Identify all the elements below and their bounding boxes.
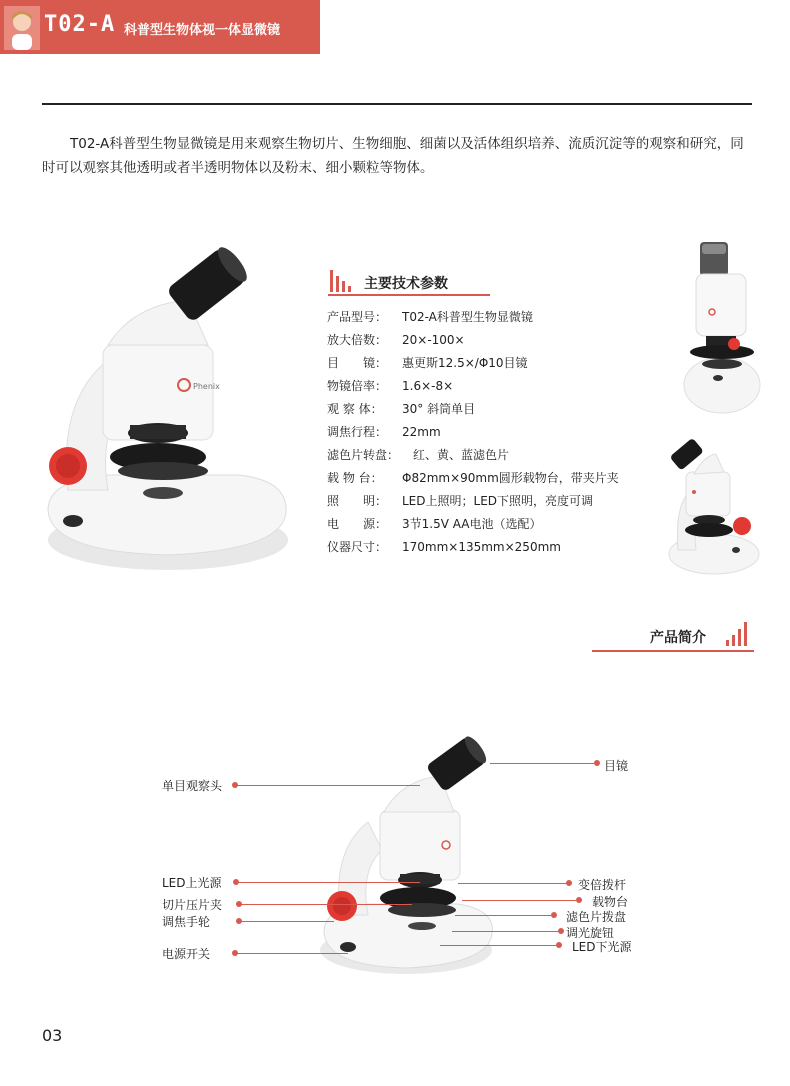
callout-leader	[240, 904, 412, 905]
spec-value: 3节1.5V AA电池（选配）	[402, 517, 542, 531]
spec-value: T02-A科普型生物显微镜	[402, 310, 533, 324]
callout-leader	[236, 785, 420, 786]
callout-leader	[455, 915, 551, 916]
spec-value: 惠更斯12.5×/Φ10目镜	[402, 356, 528, 370]
header-bar	[0, 0, 320, 54]
microscope-annotated-image	[318, 740, 498, 980]
specs-underline	[328, 294, 490, 296]
specs-title: 主要技术参数	[364, 276, 448, 292]
product-intro-heading	[592, 620, 754, 652]
spec-value: 30° 斜筒单目	[402, 402, 476, 416]
callout-dot	[551, 912, 557, 918]
spec-label: 目 镜：	[327, 356, 388, 370]
callout-leader	[452, 931, 558, 932]
callout-leader	[462, 900, 576, 901]
page-number: 03	[42, 1026, 63, 1045]
spec-value: 1.6×-8×	[402, 379, 454, 393]
callout-leader	[237, 882, 420, 883]
product-intro-title: 产品简介	[650, 630, 706, 646]
microscope-main-image	[38, 250, 288, 570]
spec-label: 放大倍数：	[327, 333, 388, 347]
product-intro-underline	[592, 650, 754, 652]
callout-dot	[556, 942, 562, 948]
callout-focus-knob: 调焦手轮	[162, 915, 211, 929]
header-model: T02-A	[44, 12, 116, 37]
bar-steps-icon	[724, 620, 752, 648]
spec-label: 载 物 台：	[327, 471, 383, 485]
child-avatar-icon	[4, 6, 40, 50]
callout-led-top: LED上光源	[162, 876, 222, 890]
specs-heading	[328, 266, 490, 296]
callout-leader	[458, 883, 566, 884]
spec-value: 20×-100×	[402, 333, 465, 347]
callout-leader	[236, 953, 348, 954]
spec-label: 照 明：	[327, 494, 388, 508]
spec-value: 红、黄、蓝滤色片	[413, 448, 510, 462]
callout-leader	[490, 763, 594, 764]
microscope-small-image	[664, 432, 764, 577]
callout-dimmer: 调光旋钮	[566, 926, 615, 940]
spec-label: 物镜倍率：	[327, 379, 388, 393]
spec-label: 调焦行程：	[327, 425, 388, 439]
callout-leader	[440, 945, 556, 946]
callout-dot	[566, 880, 572, 886]
callout-dot	[594, 760, 600, 766]
callout-eyepiece: 目镜	[604, 759, 629, 773]
spec-label: 仪器尺寸：	[327, 540, 388, 554]
spec-value: 170mm×135mm×250mm	[402, 540, 561, 554]
callout-slide-clip: 切片压片夹	[162, 898, 223, 912]
spec-value: LED上照明；LED下照明，亮度可调	[402, 494, 594, 508]
callout-dot	[558, 928, 564, 934]
intro-paragraph: T02-A科普型生物显微镜是用来观察生物切片、生物细胞、细菌以及活体组织培养、流质沉淀等的观察和研究，同时可以观察其他透明或者半透明物体以及粉末、细小颗粒等物体。	[42, 136, 744, 176]
callout-leader	[240, 921, 334, 922]
header-product-name: 科普型生物体视一体显微镜	[124, 23, 281, 38]
microscope-camera-variant-image	[682, 240, 762, 420]
spec-label: 观 察 体：	[327, 402, 383, 416]
spec-label: 电 源：	[327, 517, 388, 531]
callout-stage: 载物台	[592, 895, 629, 909]
callout-zoom-lever: 变倍拨杆	[578, 878, 627, 892]
callout-filter-wheel: 滤色片拨盘	[566, 910, 627, 924]
callout-eyepiece-head: 单目观察头	[162, 779, 223, 793]
callout-led-bottom: LED下光源	[572, 940, 632, 954]
bar-steps-icon	[328, 268, 356, 294]
spec-value: 22mm	[402, 425, 441, 439]
spec-value: Φ82mm×90mm圆形载物台，带夹片夹	[402, 471, 619, 485]
spec-label: 滤色片转盘：	[327, 448, 400, 462]
callout-dot	[576, 897, 582, 903]
callout-power-switch: 电源开关	[162, 947, 211, 961]
logo-text: Phenix	[193, 382, 220, 391]
spec-label: 产品型号：	[327, 310, 388, 324]
top-divider	[42, 103, 752, 105]
